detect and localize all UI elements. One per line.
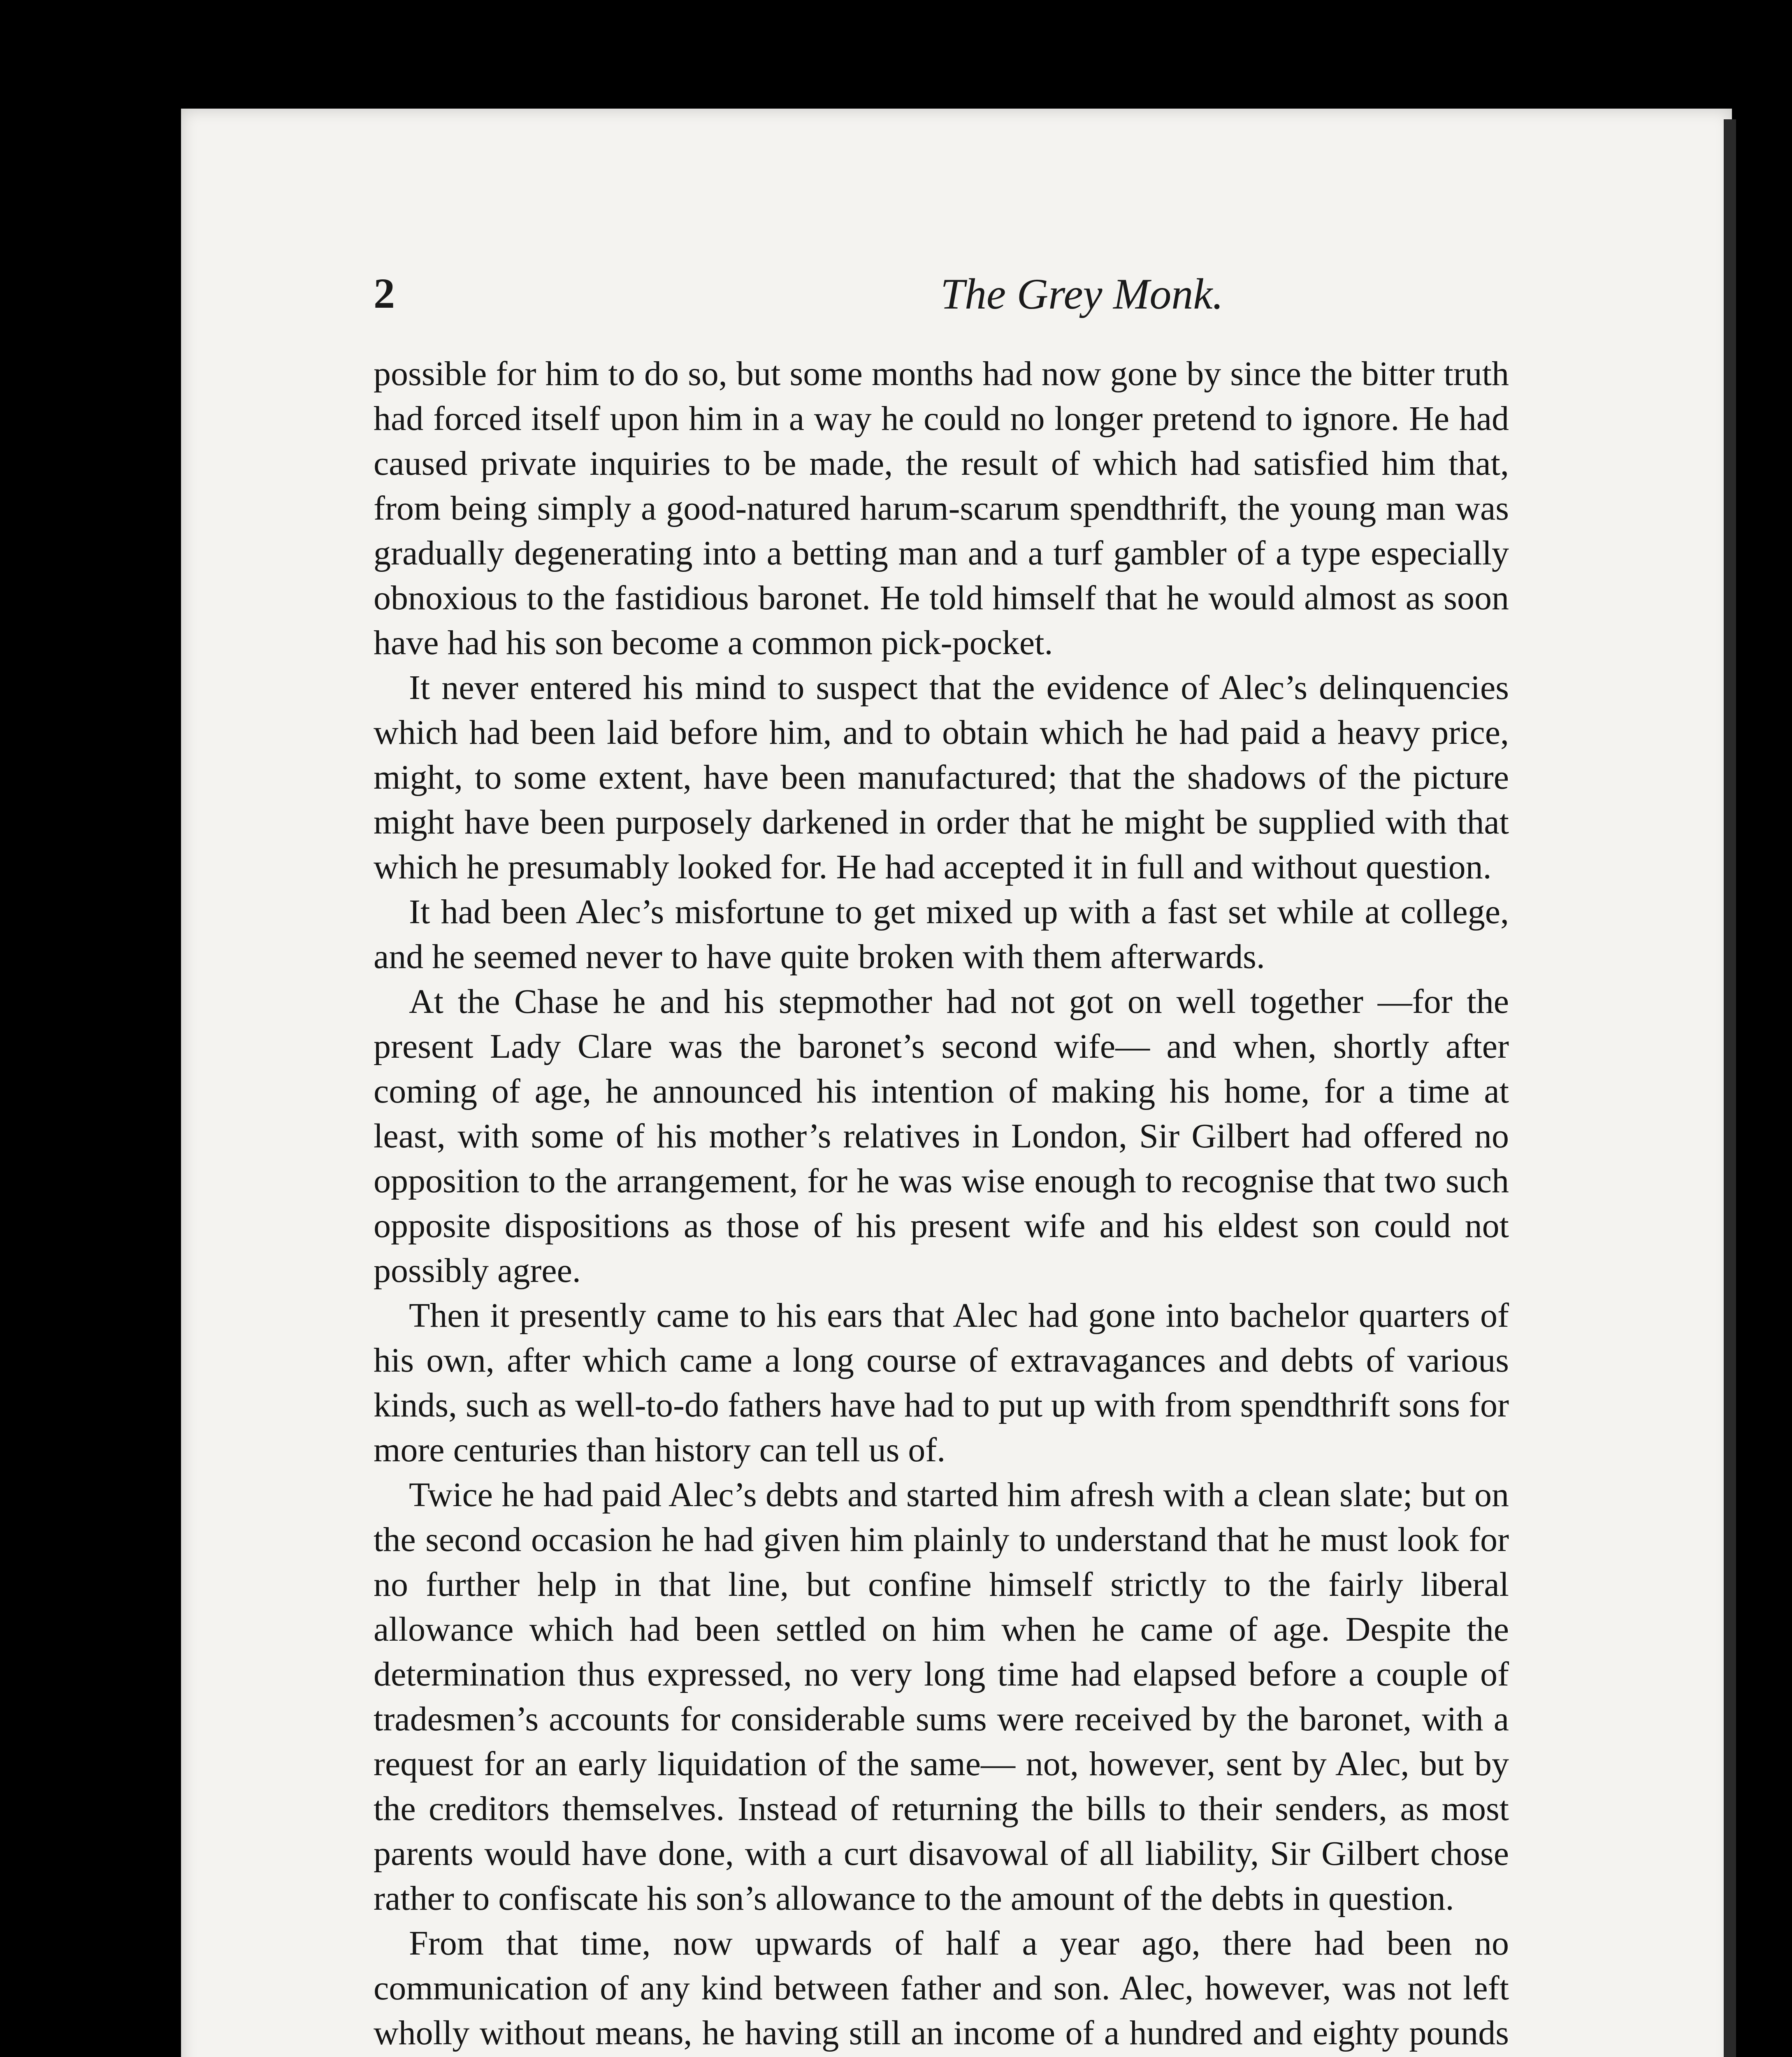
running-title: The Grey Monk. [940,270,1223,318]
running-head [181,269,1732,323]
paragraph: From that time, now upwards of half a year ago, there had been no communication of any kind between father and son. Alec, however, was not left wholly without means, he having still an income of a hundred and eighty pounds [374,1924,1509,2052]
paragraph: possible for him to do so, but some months had now gone by since the bitter truth had forced itself upon him in a way he could no longer pretend to ignore. He had caused private inquiries to be made, the result of which had satisfied him that, from being simply a good-natured harum-scarum spendthrift, the young man was gradually degenerating into a betting man and a turf gambler of a type especially obnoxious to the fastidious baronet. He told himself that he would almost as soon have had his son become a common pick-pocket. [374,355,1509,662]
page-edge [1724,119,1736,2057]
book-page [181,109,1732,2057]
body-text [374,351,1509,2057]
paragraph: Then it presently came to his ears that Alec had gone into bachelor quarters of his own, after which came a long course of extravagances and debts of various kinds, such as well-to-do fathers have had to put up with from spendthrift sons for more centuries than history can tell us of. [374,1296,1509,1469]
paragraph: At the Chase he and his stepmother had not got on well together —for the present Lady Clare was the baronet’s second wife— and when, shortly after coming of age, he announced his intention of making his home, for a time at least, with some of his mother’s relatives in London, Sir Gilbert had offered no opposition to the arrangement, for he was wise enough to recognise that two such opposite dispositions as those of his present wife and his eldest son could not possibly agree. [374,982,1509,1290]
paragraph: It never entered his mind to suspect that the evidence of Alec’s delinquencies which had been laid before him, and to obtain which he had paid a heavy price, might, to some extent, have been manufactured; that the shadows of the picture might have been purposely darkened in order that he might be supplied with that which he presumably looked for. He had accepted it in full and without question. [374,669,1509,886]
page-number: 2 [374,270,395,317]
paragraph: It had been Alec’s misfortune to get mixed up with a fast set while at college, and he seemed never to have quite broken with them afterwards. [374,893,1509,976]
paragraph: Twice he had paid Alec’s debts and started him afresh with a clean slate; but on the second occasion he had given him plainly to understand that he must look for no further help in that line, but confine himself strictly to the fairly liberal allowance which had been settled on him when he came of age. Despite the determination thus expressed, no very long time had elapsed before a couple of tradesmen’s accounts for considerable sums were received by the baronet, with a request for an early liquidation of the same— not, however, sent by Alec, but by the creditors themselves. Instead of returning the bills to their senders, as most parents would have done, with a curt disavowal of all liability, Sir Gilbert chose rather to confiscate his son’s allowance to the amount of the debts in question. [374,1476,1509,1918]
